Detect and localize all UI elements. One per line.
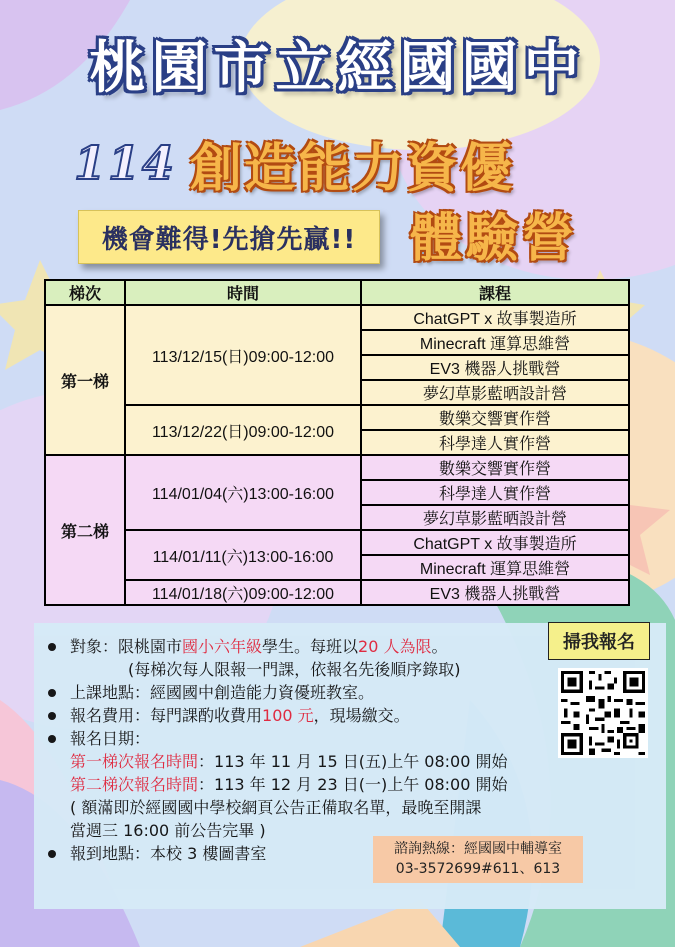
info-list bbox=[42, 635, 582, 865]
table-row bbox=[45, 580, 629, 605]
course-cell: ChatGPT x 故事製造所 bbox=[361, 530, 629, 555]
qr-code-icon[interactable] bbox=[558, 668, 648, 758]
header-time: 時間 bbox=[125, 280, 361, 305]
table-header-row bbox=[45, 280, 629, 305]
program-title bbox=[74, 128, 514, 198]
course-cell: ChatGPT x 故事製造所 bbox=[361, 305, 629, 330]
info-checkin: 報到地點：本校 3 樓圖書室 bbox=[42, 842, 582, 865]
time-cell: 113/12/22(日)09:00-12:00 bbox=[125, 405, 361, 455]
time-cell: 114/01/18(六)09:00-12:00 bbox=[125, 580, 361, 605]
camp-title: 體驗營 bbox=[410, 209, 579, 269]
promo-banner: 機會難得!先搶先贏!! bbox=[78, 210, 380, 264]
program-year: 114 bbox=[74, 136, 177, 190]
time-cell: 114/01/04(六)13:00-16:00 bbox=[125, 455, 361, 530]
info-fee: 報名費用：每門課酌收費用100 元，現場繳交。 bbox=[42, 704, 582, 727]
course-cell: Minecraft 運算思維營 bbox=[361, 330, 629, 355]
course-cell: EV3 機器人挑戰營 bbox=[361, 580, 629, 605]
course-cell: 數樂交響實作營 bbox=[361, 455, 629, 480]
qr-label: 掃我報名 bbox=[548, 622, 650, 660]
info-date-2: 第二梯次報名時間：113 年 12 月 23 日(一)上午 08:00 開始 bbox=[70, 775, 508, 794]
info-target-note: (每梯次每人限報一門課，依報名先後順序錄取) bbox=[128, 660, 461, 679]
course-cell: 數樂交響實作營 bbox=[361, 405, 629, 430]
contact-line-2: 03-3572699#611、613 bbox=[395, 861, 561, 877]
header-grade: 梯次 bbox=[45, 280, 125, 305]
info-note-2: 當週三 16:00 前公告完畢 ) bbox=[70, 821, 266, 840]
info-target: 對象：限桃園市國小六年級學生。每班以20 人為限。 bbox=[42, 635, 582, 658]
table-row bbox=[45, 530, 629, 555]
info-date-label: 報名日期： bbox=[42, 727, 582, 750]
table-row bbox=[45, 455, 629, 480]
course-cell: 夢幻草影藍晒設計營 bbox=[361, 505, 629, 530]
course-cell: 科學達人實作營 bbox=[361, 430, 629, 455]
contact-line-1: 諮詢熱線：經國國中輔導室 bbox=[394, 841, 562, 857]
school-title: 桃園市立經國國中 bbox=[89, 36, 586, 101]
info-location: 上課地點：經國國中創造能力資優班教室。 bbox=[42, 681, 582, 704]
course-cell: Minecraft 運算思維營 bbox=[361, 555, 629, 580]
table-row bbox=[45, 405, 629, 430]
contact-box bbox=[373, 836, 583, 883]
program-name: 創造能力資優 bbox=[190, 138, 515, 199]
info-note-1: ( 額滿即於經國國中學校網頁公告正備取名單，最晚至開課 bbox=[70, 798, 482, 817]
grade-cell: 第一梯 bbox=[45, 305, 125, 455]
time-cell: 114/01/11(六)13:00-16:00 bbox=[125, 530, 361, 580]
table-row bbox=[45, 305, 629, 330]
course-cell: EV3 機器人挑戰營 bbox=[361, 355, 629, 380]
info-date-1: 第一梯次報名時間：113 年 11 月 15 日(五)上午 08:00 開始 bbox=[70, 752, 508, 771]
schedule-table bbox=[44, 279, 630, 606]
time-cell: 113/12/15(日)09:00-12:00 bbox=[125, 305, 361, 405]
grade-cell: 第二梯 bbox=[45, 455, 125, 605]
course-cell: 科學達人實作營 bbox=[361, 480, 629, 505]
course-cell: 夢幻草影藍晒設計營 bbox=[361, 380, 629, 405]
header-course: 課程 bbox=[361, 280, 629, 305]
